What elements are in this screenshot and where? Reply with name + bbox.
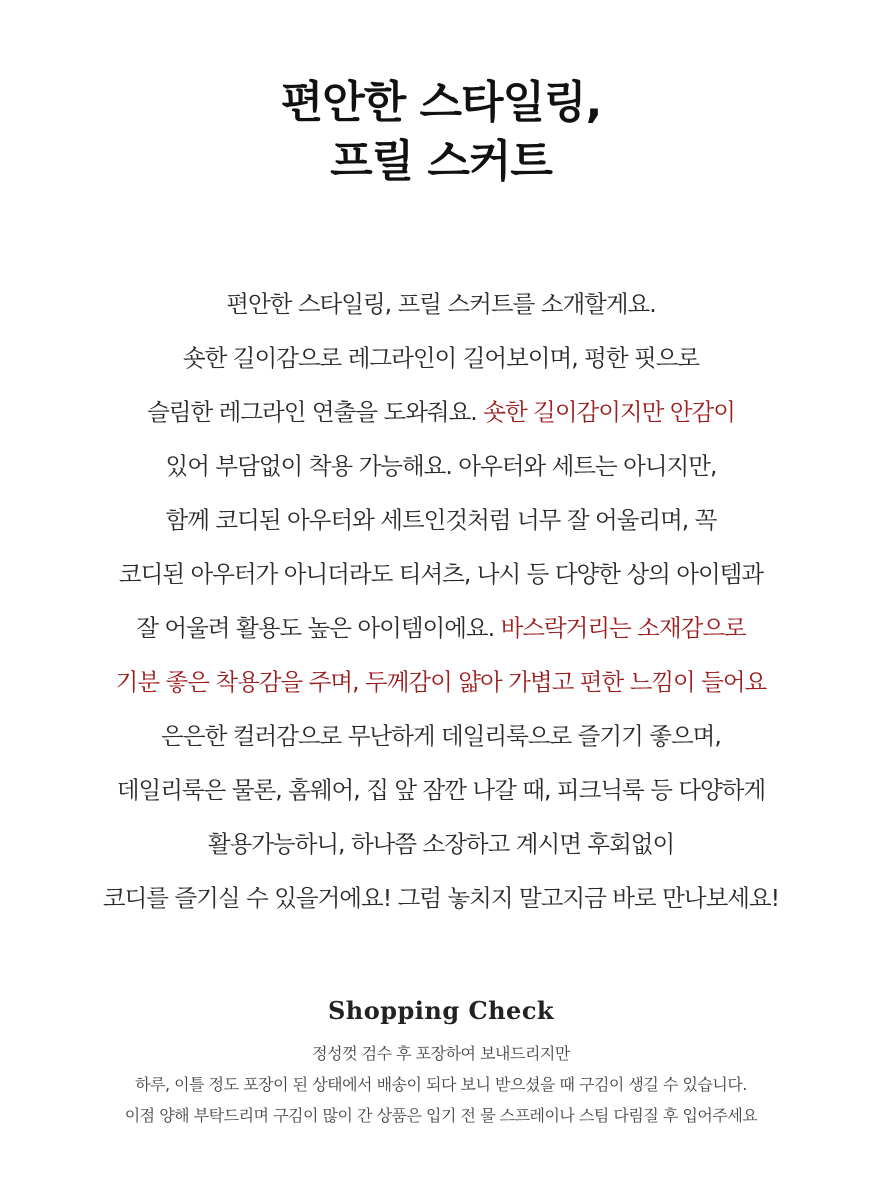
description-text: 슬림한 레그라인 연출을 도와줘요. bbox=[147, 398, 484, 426]
description-line: 편안한 스타일링, 프릴 스커트를 소개할게요. bbox=[226, 290, 656, 318]
description-highlight: 바스락거리는 소재감으로 bbox=[500, 614, 746, 642]
product-description bbox=[0, 277, 882, 925]
page-title-line-1: 편안한 스타일링, bbox=[280, 77, 602, 128]
description-line: 은은한 컬러감으로 무난하게 데일리룩으로 즐기기 좋으며, bbox=[161, 722, 721, 750]
notice-line: 이점 양해 부탁드리며 구김이 많이 간 상품은 입기 전 물 스프레이나 스팀 다림질 후 입어주세요 bbox=[124, 1106, 758, 1125]
description-line: 숏한 길이감으로 레그라인이 길어보이며, 펑한 핏으로 bbox=[182, 344, 700, 372]
shopping-check-heading: Shopping Check bbox=[327, 996, 555, 1025]
shopping-check-notice bbox=[0, 1038, 882, 1131]
description-line: 데일리룩은 물론, 홈웨어, 집 앞 잠깐 나갈 때, 피크닉룩 등 다양하게 bbox=[116, 776, 766, 804]
description-highlight: 기분 좋은 착용감을 주며, 두께감이 얇아 가볍고 편한 느낌이 들어요 bbox=[115, 668, 767, 696]
notice-line: 정성껏 검수 후 포장하여 보내드리지만 bbox=[312, 1044, 570, 1063]
description-highlight: 숏한 길이감이지만 안감이 bbox=[483, 398, 735, 426]
description-text: 잘 어울려 활용도 높은 아이템이에요. bbox=[136, 614, 501, 642]
description-line: 코디된 아우터가 아니더라도 티셔츠, 나시 등 다양한 상의 아이템과 bbox=[118, 560, 764, 588]
description-line: 활용가능하니, 하나쯤 소장하고 계시면 후회없이 bbox=[207, 830, 675, 858]
description-line bbox=[0, 385, 882, 439]
description-line: 코디를 즐기실 수 있을거에요! 그럼 놓치지 말고지금 바로 만나보세요! bbox=[102, 884, 780, 912]
description-line: 있어 부담없이 착용 가능해요. 아우터와 세트는 아니지만, bbox=[165, 452, 717, 480]
description-line: 함께 코디된 아우터와 세트인것처럼 너무 잘 어울리며, 꼭 bbox=[165, 506, 717, 534]
page-title-line-2: 프릴 스커트 bbox=[330, 136, 552, 187]
description-line bbox=[0, 601, 882, 655]
notice-line: 하루, 이틀 정도 포장이 된 상태에서 배송이 되다 보니 받으셨을 때 구김이 생길 수 있습니다. bbox=[135, 1075, 747, 1094]
